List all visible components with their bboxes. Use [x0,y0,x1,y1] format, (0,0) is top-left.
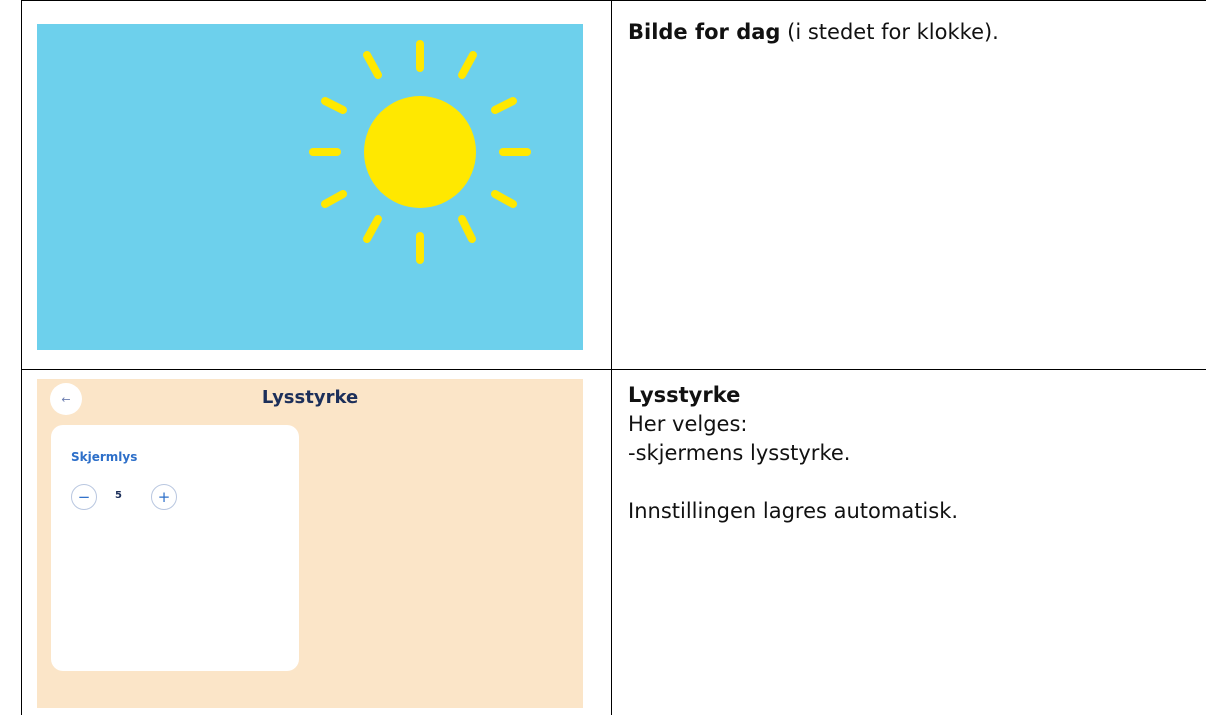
table-row-divider [21,369,1206,370]
row2-heading: Lysstyrke [628,383,741,407]
row2-line2: -skjermens lysstyrke. [628,441,851,465]
brightness-card [51,425,299,671]
lysstyrke-screen [37,379,583,708]
table-border-left [21,0,22,715]
row2-line1: Her velges: [628,412,748,436]
sun-disc [364,96,476,208]
row1-description [628,18,1188,47]
row1-title-bold: Bilde for dag [628,20,781,44]
row1-title-rest: (i stedet for klokke). [780,20,999,44]
back-arrow-icon: ← [61,392,71,406]
brightness-label: Skjermlys [71,450,138,464]
row2-description [628,381,1188,526]
row2-line3: Innstillingen lagres automatisk. [628,499,959,523]
screen-title: Lysstyrke [261,387,359,408]
increase-brightness-button[interactable] [151,484,177,510]
decrease-brightness-button[interactable] [71,484,97,510]
sky-background [37,24,583,350]
table-border-top [21,0,1206,1]
table-column-divider [611,0,612,715]
plus-icon: + [157,487,171,506]
row2-blank-line [628,468,1188,497]
brightness-value: 5 [115,490,122,501]
sun-illustration [37,24,583,350]
minus-icon: − [77,487,91,506]
